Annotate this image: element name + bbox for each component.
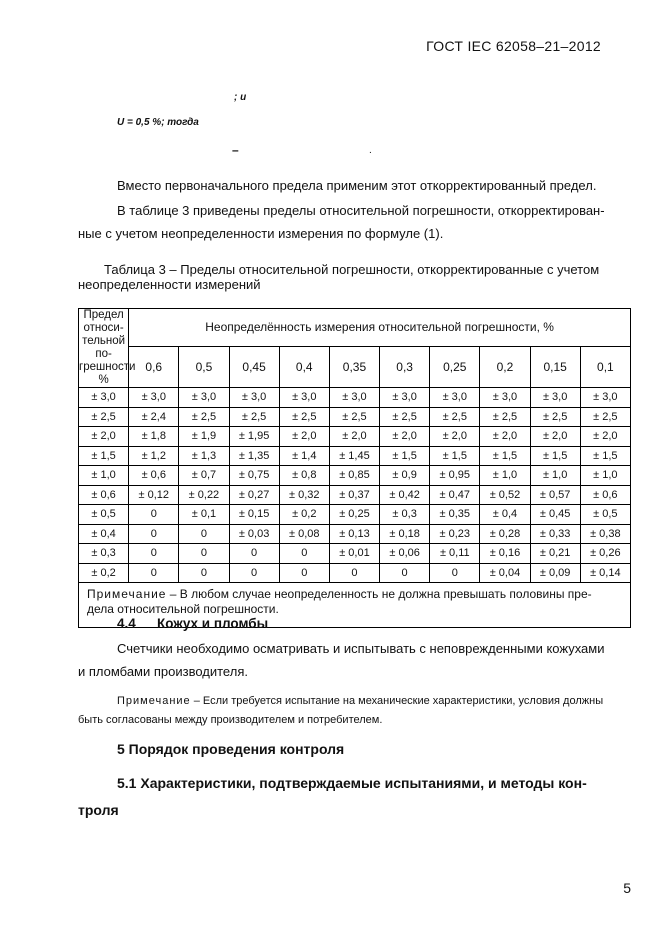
corrected-limit-cell: ± 0,22 (179, 485, 229, 505)
corrected-limit-cell: ± 0,23 (430, 524, 480, 544)
corrected-limit-cell: ± 1,5 (580, 446, 630, 466)
uncertainty-value: 0,35 (329, 346, 379, 387)
limit-cell: ± 1,0 (79, 466, 129, 486)
paragraph: и пломбами производителя. (78, 664, 248, 679)
corrected-limit-cell: 0 (229, 544, 279, 564)
corrected-limit-cell: ± 2,5 (580, 407, 630, 427)
corrected-limit-cell: ± 0,45 (530, 505, 580, 525)
corrected-limit-cell: ± 2,5 (480, 407, 530, 427)
uncertainty-value: 0,3 (380, 346, 430, 387)
paragraph: В таблице 3 приведены пределы относительной погрешности, откорректирован- (117, 203, 605, 218)
corrected-limit-cell: ± 2,0 (279, 427, 329, 447)
limit-cell: ± 1,5 (79, 446, 129, 466)
corrected-limit-cell: ± 1,45 (329, 446, 379, 466)
corrected-limit-cell: ± 2,0 (329, 427, 379, 447)
corrected-limit-cell: ± 0,11 (430, 544, 480, 564)
corrected-limit-cell: ± 1,5 (380, 446, 430, 466)
corrected-limit-cell: 0 (129, 505, 179, 525)
corrected-limit-cell: ± 2,0 (430, 427, 480, 447)
corrected-limit-cell: ± 2,5 (179, 407, 229, 427)
table-row (79, 427, 631, 447)
corrected-limit-cell: ± 0,01 (329, 544, 379, 564)
corrected-limit-cell: ± 1,3 (179, 446, 229, 466)
corrected-limit-cell: ± 3,0 (279, 388, 329, 408)
corrected-limit-cell: ± 3,0 (129, 388, 179, 408)
corrected-limit-cell: ± 1,8 (129, 427, 179, 447)
limit-cell: ± 2,0 (79, 427, 129, 447)
corrected-limit-cell: ± 0,14 (580, 563, 630, 583)
corrected-limit-cell: ± 0,08 (279, 524, 329, 544)
corrected-limit-cell: 0 (129, 544, 179, 564)
corrected-limit-cell: ± 0,2 (279, 505, 329, 525)
formula-mark: – (232, 143, 239, 157)
limit-cell: ± 0,6 (79, 485, 129, 505)
corrected-limit-cell: 0 (279, 563, 329, 583)
uncertainty-value: 0,1 (580, 346, 630, 387)
corrected-limit-cell: ± 2,5 (530, 407, 580, 427)
corrected-limit-cell: ± 2,0 (480, 427, 530, 447)
corrected-limit-cell: ± 0,21 (530, 544, 580, 564)
limit-cell: ± 0,3 (79, 544, 129, 564)
corrected-limit-cell: ± 1,2 (129, 446, 179, 466)
corrected-limit-cell: ± 0,28 (480, 524, 530, 544)
header-uncertainty: Неопределённость измерения относительной погрешности, % (129, 309, 631, 347)
note: Примечание – Если требуется испытание на механические характеристики, условия должны (117, 695, 604, 707)
table-row (79, 446, 631, 466)
limit-cell: ± 2,5 (79, 407, 129, 427)
corrected-limit-cell: ± 0,38 (580, 524, 630, 544)
corrected-limit-cell: ± 0,03 (229, 524, 279, 544)
uncertainty-value: 0,45 (229, 346, 279, 387)
corrected-limit-cell: ± 0,12 (129, 485, 179, 505)
corrected-limit-cell: ± 0,18 (380, 524, 430, 544)
corrected-limit-cell: ± 1,5 (480, 446, 530, 466)
table-row (79, 407, 631, 427)
corrected-limit-cell: ± 1,5 (530, 446, 580, 466)
corrected-limit-cell: ± 0,42 (380, 485, 430, 505)
corrected-limit-cell: ± 0,15 (229, 505, 279, 525)
table-3 (78, 308, 631, 628)
table-body (79, 388, 631, 583)
corrected-limit-cell: ± 3,0 (380, 388, 430, 408)
corrected-limit-cell: ± 2,0 (580, 427, 630, 447)
limit-cell: ± 0,2 (79, 563, 129, 583)
corrected-limit-cell: ± 1,4 (279, 446, 329, 466)
table-note: Примечание – В любом случае неопределенность не должна превышать половины пре- дела относительной погрешности. (79, 583, 631, 628)
corrected-limit-cell: ± 1,0 (480, 466, 530, 486)
corrected-limit-cell: ± 3,0 (530, 388, 580, 408)
corrected-limit-cell: ± 1,5 (430, 446, 480, 466)
corrected-limit-cell: ± 3,0 (179, 388, 229, 408)
formula-mark: . (369, 145, 372, 156)
uncertainty-value: 0,4 (279, 346, 329, 387)
corrected-limit-cell: ± 2,0 (380, 427, 430, 447)
corrected-limit-cell: 0 (179, 544, 229, 564)
corrected-limit-cell: ± 2,4 (129, 407, 179, 427)
corrected-limit-cell: ± 2,5 (329, 407, 379, 427)
section-5-heading: 5 Порядок проведения контроля (117, 741, 345, 757)
table-row (79, 563, 631, 583)
corrected-limit-cell: ± 0,13 (329, 524, 379, 544)
corrected-limit-cell: ± 1,0 (580, 466, 630, 486)
corrected-limit-cell: ± 3,0 (329, 388, 379, 408)
table-row (79, 485, 631, 505)
header-limit: Предел относи- тельной по- грешности % (79, 309, 136, 386)
paragraph: Счетчики необходимо осматривать и испытывать с неповрежденными кожухами (117, 641, 605, 656)
formula-fragment: U = 0,5 %; тогда (117, 117, 199, 128)
note: быть согласованы между производителем и потребителем. (78, 714, 383, 726)
corrected-limit-cell: ± 0,16 (480, 544, 530, 564)
section-5-1-heading: троля (78, 802, 119, 818)
corrected-limit-cell: ± 2,0 (530, 427, 580, 447)
corrected-limit-cell: 0 (179, 563, 229, 583)
corrected-limit-cell: ± 0,75 (229, 466, 279, 486)
corrected-limit-cell: ± 2,5 (430, 407, 480, 427)
corrected-limit-cell: ± 0,1 (179, 505, 229, 525)
corrected-limit-cell: ± 0,6 (129, 466, 179, 486)
table-row (79, 466, 631, 486)
uncertainty-value: 0,5 (179, 346, 229, 387)
corrected-limit-cell: ± 0,37 (329, 485, 379, 505)
limit-cell: ± 0,4 (79, 524, 129, 544)
corrected-limit-cell: 0 (129, 563, 179, 583)
uncertainty-values-row (79, 346, 631, 387)
corrected-limit-cell: ± 0,5 (580, 505, 630, 525)
corrected-limit-cell: ± 3,0 (480, 388, 530, 408)
corrected-limit-cell: ± 2,5 (229, 407, 279, 427)
limit-cell: ± 3,0 (79, 388, 129, 408)
corrected-limit-cell: ± 0,04 (480, 563, 530, 583)
corrected-limit-cell: ± 0,35 (430, 505, 480, 525)
corrected-limit-cell: ± 0,95 (430, 466, 480, 486)
corrected-limit-cell: 0 (380, 563, 430, 583)
corrected-limit-cell: ± 1,9 (179, 427, 229, 447)
table-row (79, 505, 631, 525)
paragraph: Вместо первоначального предела применим этот откорректированный предел. (117, 178, 597, 193)
uncertainty-value: 0,15 (530, 346, 580, 387)
corrected-limit-cell: ± 3,0 (430, 388, 480, 408)
corrected-limit-cell: ± 0,8 (279, 466, 329, 486)
corrected-limit-cell: ± 2,5 (380, 407, 430, 427)
corrected-limit-cell: 0 (129, 524, 179, 544)
page-number: 5 (623, 880, 631, 896)
corrected-limit-cell: ± 3,0 (229, 388, 279, 408)
corrected-limit-cell: ± 0,4 (480, 505, 530, 525)
document-header: ГОСТ IEC 62058–21–2012 (426, 38, 601, 54)
corrected-limit-cell: ± 0,47 (430, 485, 480, 505)
table-caption: неопределенности измерений (78, 277, 261, 292)
corrected-limit-cell: ± 0,26 (580, 544, 630, 564)
paragraph: ные с учетом неопределенности измерения по формуле (1). (78, 226, 444, 241)
table-row (79, 388, 631, 408)
corrected-limit-cell: 0 (229, 563, 279, 583)
limit-cell: ± 0,5 (79, 505, 129, 525)
corrected-limit-cell: ± 3,0 (580, 388, 630, 408)
corrected-limit-cell: ± 0,85 (329, 466, 379, 486)
section-4-4-heading: 4.4 Кожух и пломбы (117, 616, 269, 631)
corrected-limit-cell: ± 0,9 (380, 466, 430, 486)
uncertainty-value: 0,2 (480, 346, 530, 387)
table-row (79, 544, 631, 564)
corrected-limit-cell: ± 0,32 (279, 485, 329, 505)
corrected-limit-cell: 0 (430, 563, 480, 583)
corrected-limit-cell: 0 (329, 563, 379, 583)
formula-fragment: ; u (234, 92, 247, 103)
corrected-limit-cell: 0 (279, 544, 329, 564)
corrected-limit-cell: ± 2,5 (279, 407, 329, 427)
corrected-limit-cell: ± 0,06 (380, 544, 430, 564)
corrected-limit-cell: ± 1,35 (229, 446, 279, 466)
corrected-limit-cell: ± 0,6 (580, 485, 630, 505)
corrected-limit-cell: ± 0,52 (480, 485, 530, 505)
table-caption: Таблица 3 – Пределы относительной погрешности, откорректированные с учетом (104, 262, 600, 277)
uncertainty-value: 0,6 (129, 346, 179, 387)
corrected-limit-cell: ± 0,33 (530, 524, 580, 544)
corrected-limit-cell: ± 0,27 (229, 485, 279, 505)
corrected-limit-cell: 0 (179, 524, 229, 544)
corrected-limit-cell: ± 0,25 (329, 505, 379, 525)
corrected-limit-cell: ± 0,3 (380, 505, 430, 525)
corrected-limit-cell: ± 0,57 (530, 485, 580, 505)
corrected-limit-cell: ± 1,0 (530, 466, 580, 486)
corrected-limit-cell: ± 1,95 (229, 427, 279, 447)
section-5-1-heading: 5.1 Характеристики, подтверждаемые испытаниями, и методы кон- (117, 775, 587, 791)
table-row (79, 524, 631, 544)
corrected-limit-cell: ± 0,09 (530, 563, 580, 583)
corrected-limit-cell: ± 0,7 (179, 466, 229, 486)
uncertainty-value: 0,25 (430, 346, 480, 387)
